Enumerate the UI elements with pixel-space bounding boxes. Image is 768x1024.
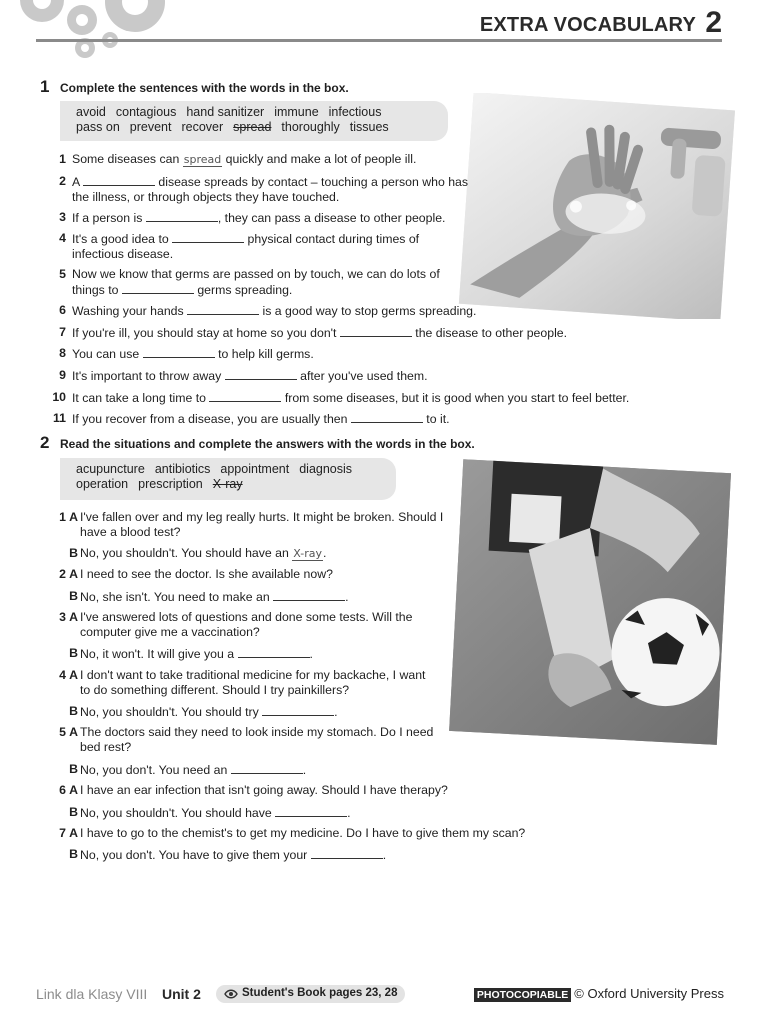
speaker-a-label: A	[69, 610, 78, 624]
sentence-part: Some diseases can	[72, 152, 183, 166]
photocopiable-tag: PHOTOCOPIABLE	[474, 988, 571, 1002]
answer-blank[interactable]	[238, 646, 310, 658]
word-option: contagious	[115, 105, 177, 119]
word-option: infectious	[328, 105, 382, 119]
word-box-2	[60, 458, 396, 500]
sentence-part: If you're ill, you should stay at home so you don't	[72, 326, 340, 340]
sentence-text	[72, 152, 416, 168]
answer-part: No, you shouldn't. You should have	[80, 806, 276, 820]
item-number: 3	[59, 210, 66, 224]
answer-blank[interactable]	[262, 704, 334, 716]
sentence-part: , they can pass a disease to other people.	[217, 211, 446, 225]
word-option: operation	[76, 477, 129, 491]
speaker-a-label: A	[69, 826, 78, 840]
speaker-a-label: A	[69, 668, 78, 682]
sentence-part: from some diseases, but it is good when you start to feel better.	[281, 391, 630, 405]
item-number: 1	[59, 510, 66, 524]
sentence-part: things to	[72, 282, 122, 297]
exercise-2-instruction: Read the situations and complete the answers with the words in the box.	[60, 437, 475, 451]
sentence-part: Now we know that germs are passed on by touch, we can do lots of	[72, 267, 440, 281]
speaker-b-text	[80, 805, 351, 821]
question-line: I've fallen over and my leg really hurts. It might be broken. Should I	[80, 510, 444, 524]
speaker-a-text	[80, 783, 448, 798]
item-number: 9	[59, 368, 66, 382]
answer-part: No, you don't. You need an	[80, 763, 231, 777]
sentence-part: to help kill germs.	[214, 347, 314, 361]
item-number: 11	[53, 411, 66, 425]
word-option: X-ray	[212, 477, 243, 491]
word-option: prevent	[129, 120, 172, 134]
word-box-1	[60, 101, 448, 141]
word-box-row	[76, 477, 386, 492]
sentence-text	[72, 411, 450, 427]
speaker-a-label: A	[69, 783, 78, 797]
question-line: have a blood test?	[80, 524, 181, 539]
answer-blank[interactable]	[172, 231, 244, 243]
question-line: computer give me a vaccination?	[80, 624, 260, 639]
sentence-part: It's important to throw away	[72, 369, 225, 383]
sentence-text	[72, 303, 476, 319]
question-line: bed rest?	[80, 739, 132, 754]
speaker-b-label: B	[69, 546, 78, 560]
word-option: hand sanitizer	[186, 105, 265, 119]
word-option: pass on	[76, 120, 120, 134]
sentence-part: the illness, or through objects they have touched.	[72, 189, 340, 204]
answer-part: .	[322, 546, 327, 560]
speaker-b-text	[80, 646, 313, 662]
football-injury-photo	[446, 458, 732, 748]
answer-part: .	[334, 705, 338, 719]
word-box-row	[76, 462, 386, 477]
speaker-b-text	[80, 762, 306, 778]
item-number: 3	[59, 610, 66, 624]
word-option: recover	[181, 120, 224, 134]
sentence-part: disease spreads by contact – touching a person who has	[154, 175, 469, 189]
word-option: prescription	[138, 477, 203, 491]
speaker-a-text	[80, 668, 425, 697]
sentence-part: germs spreading.	[193, 282, 293, 297]
answer-blank[interactable]	[187, 303, 259, 315]
speaker-a-text	[80, 725, 433, 754]
speaker-a-label: A	[69, 725, 78, 739]
item-number: 10	[52, 390, 66, 404]
page-title: EXTRA VOCABULARY	[479, 14, 696, 36]
answer-blank[interactable]	[122, 282, 194, 294]
word-option: appointment	[220, 462, 290, 476]
answer-part: .	[302, 763, 307, 777]
word-option: diagnosis	[299, 462, 353, 476]
item-number: 4	[59, 231, 66, 245]
word-option: antibiotics	[154, 462, 211, 476]
sentence-part: You can use	[72, 347, 143, 361]
answer-part: No, she isn't. You need to make an	[80, 590, 274, 604]
question-line: I have to go to the chemist's to get my medicine. Do I have to give them my scan?	[80, 826, 526, 840]
sentence-text	[72, 174, 468, 204]
question-line: I don't want to take traditional medicine for my backache, I want	[80, 668, 426, 682]
word-box-row	[76, 120, 438, 135]
word-option: spread	[233, 120, 272, 134]
word-option: avoid	[76, 105, 106, 119]
sentence-part: to it.	[422, 412, 450, 426]
speaker-b-label: B	[69, 805, 78, 819]
sentence-part: If you recover from a disease, you are usually then	[72, 412, 351, 426]
answer-blank[interactable]	[311, 847, 383, 859]
answer-part: No, you shouldn't. You should try	[80, 705, 263, 719]
word-option: thoroughly	[281, 120, 340, 134]
sentence-part: physical contact during times of	[244, 232, 420, 246]
word-box-row	[76, 105, 438, 120]
speaker-a-text	[80, 567, 333, 582]
sentence-text	[72, 368, 428, 384]
answer-blank[interactable]	[143, 346, 215, 358]
students-book-reference	[216, 985, 405, 1003]
speaker-b-text	[80, 847, 386, 863]
speaker-a-label: A	[69, 567, 78, 581]
speaker-b-text	[80, 589, 349, 605]
sentence-text	[72, 346, 314, 362]
answer-part: No, you don't. You have to give them your	[80, 848, 311, 862]
item-number: 4	[59, 668, 66, 682]
sentence-part: quickly and make a lot of people ill.	[222, 152, 417, 166]
answer-blank[interactable]	[225, 368, 297, 380]
sentence-text	[72, 325, 567, 341]
answer-part: .	[347, 806, 351, 820]
exercise-1-number: 1	[40, 77, 50, 96]
publisher: © Oxford University Press	[574, 986, 724, 1001]
sentence-part: A	[72, 175, 83, 189]
answer-part: .	[309, 647, 313, 661]
example-answer: spread	[183, 153, 222, 166]
speaker-b-label: B	[69, 704, 78, 718]
question-line: I need to see the doctor. Is she available now?	[80, 567, 333, 581]
speaker-a-label: A	[69, 510, 78, 524]
answer-blank[interactable]	[146, 210, 218, 222]
answer-blank[interactable]	[209, 390, 281, 402]
item-number: 1	[59, 152, 66, 166]
speaker-a-text	[80, 826, 525, 841]
gears-decoration	[10, 0, 170, 70]
exercise-1-instruction: Complete the sentences with the words in the box.	[60, 81, 349, 95]
question-line: I have an ear infection that isn't going away. Should I have therapy?	[80, 783, 448, 797]
students-book-pages: Student's Book pages 23, 28	[242, 987, 398, 999]
course-name: Link dla Klasy VIII	[36, 986, 148, 1002]
word-option: tissues	[349, 120, 389, 134]
question-line: The doctors said they need to look inside my stomach. Do I need	[80, 725, 434, 739]
answer-blank[interactable]	[275, 805, 347, 817]
item-number: 8	[59, 346, 66, 360]
item-number: 5	[59, 267, 66, 281]
sentence-part: the disease to other people.	[411, 326, 568, 340]
answer-blank[interactable]	[231, 762, 303, 774]
speaker-a-text	[80, 510, 443, 539]
sentence-part: It's a good idea to	[72, 232, 173, 246]
word-option: immune	[274, 105, 319, 119]
speaker-a-text	[80, 610, 413, 639]
eye-icon	[224, 989, 238, 999]
speaker-b-text	[80, 546, 326, 562]
answer-part: No, it won't. It will give you a	[80, 647, 238, 661]
item-number: 2	[59, 174, 66, 188]
speaker-b-label: B	[69, 589, 78, 603]
speaker-b-label: B	[69, 646, 78, 660]
speaker-b-label: B	[69, 762, 78, 776]
header-rule	[36, 39, 722, 42]
sentence-part: infectious disease.	[72, 246, 174, 261]
item-number: 6	[59, 783, 66, 797]
answer-part: No, you shouldn't. You should have an	[80, 546, 293, 560]
speaker-b-text	[80, 704, 338, 720]
question-line: to do something different. Should I try painkillers?	[80, 682, 350, 697]
item-number: 2	[59, 567, 66, 581]
speaker-b-label: B	[69, 847, 78, 861]
sentence-part: after you've used them.	[296, 369, 428, 383]
example-answer: X-ray	[293, 547, 322, 560]
unit-number: 2	[705, 6, 722, 39]
sentence-text	[72, 210, 445, 226]
question-line: I've answered lots of questions and done some tests. Will the	[80, 610, 413, 624]
answer-blank[interactable]	[340, 325, 412, 337]
answer-part: .	[382, 848, 387, 862]
sentence-text	[72, 267, 440, 297]
sentence-text	[72, 231, 419, 261]
sentence-part: is a good way to stop germs spreading.	[259, 304, 477, 318]
copyright	[474, 986, 724, 1001]
answer-blank[interactable]	[273, 589, 345, 601]
answer-blank[interactable]	[351, 411, 423, 423]
item-number: 5	[59, 725, 66, 739]
exercise-2-number: 2	[40, 433, 50, 452]
item-number: 6	[59, 303, 66, 317]
sentence-part: Washing your hands	[72, 304, 188, 318]
sentence-part: If a person is	[72, 211, 146, 225]
word-option: acupuncture	[76, 462, 145, 476]
answer-blank[interactable]	[83, 174, 155, 186]
item-number: 7	[59, 325, 66, 339]
sentence-part: It can take a long time to	[72, 391, 210, 405]
footer-unit: Unit 2	[162, 986, 201, 1002]
sentence-text	[72, 390, 629, 406]
item-number: 7	[59, 826, 66, 840]
answer-part: .	[345, 590, 349, 604]
handwashing-photo	[456, 93, 736, 319]
